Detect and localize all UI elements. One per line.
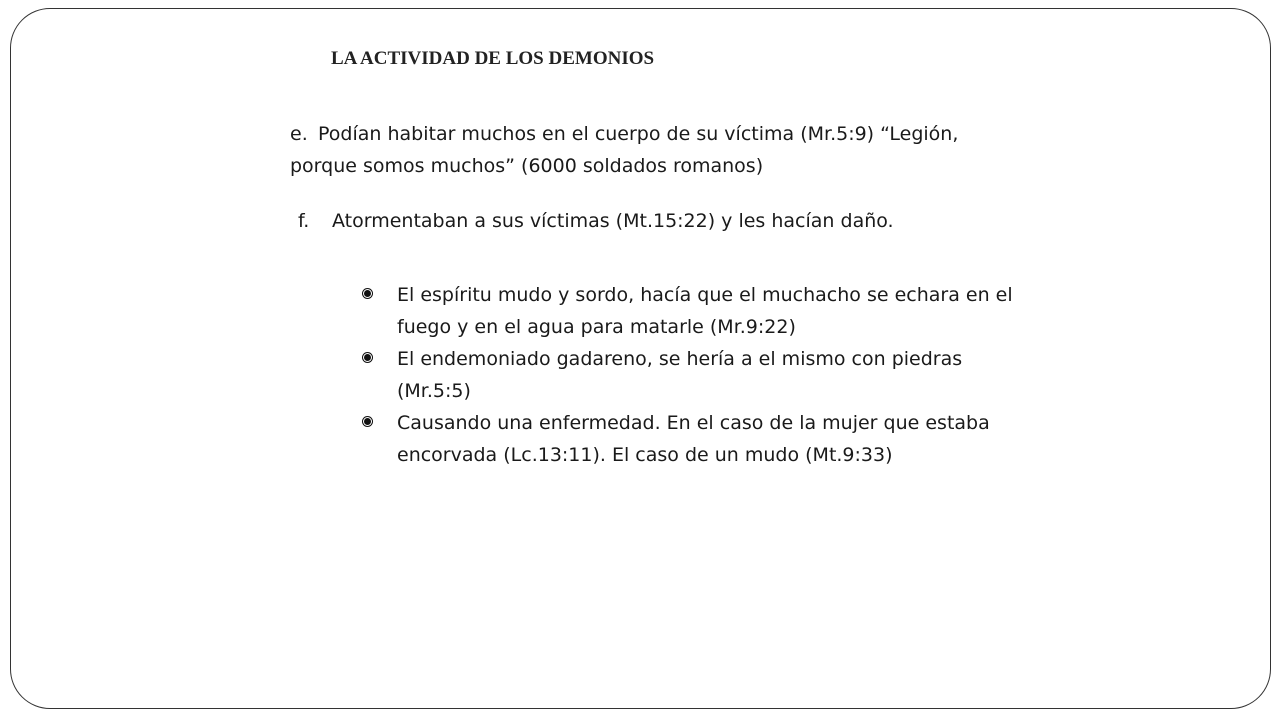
point-e-text: Podían habitar muchos en el cuerpo de su víctima (Mr.5:9) “Legión, porque somos muchos” (6000 soldados romanos) [290, 123, 959, 177]
bullet-text: Causando una enfermedad. En el caso de la mujer que estaba encorvada (Lc.13:11). El caso de un mudo (Mt.9:33) [397, 412, 990, 466]
bullet-icon [363, 289, 372, 298]
point-f-text: Atormentaban a sus víctimas (Mt.15:22) y les hacían daño. [332, 210, 894, 232]
bullet-icon [363, 417, 372, 426]
point-e [290, 118, 1010, 182]
point-e-marker: e. [290, 123, 308, 145]
list-item [360, 343, 1020, 407]
list-item [360, 407, 1020, 471]
slide-title: LA ACTIVIDAD DE LOS DEMONIOS [331, 48, 655, 69]
point-f-marker: f. [298, 210, 310, 232]
bullet-text: El espíritu mudo y sordo, hacía que el muchacho se echara en el fuego y en el agua para matarle (Mr.9:22) [397, 284, 1013, 338]
bullet-text: El endemoniado gadareno, se hería a el mismo con piedras (Mr.5:5) [397, 348, 963, 402]
bullet-icon [363, 353, 372, 362]
point-f [298, 205, 1018, 237]
list-item [360, 279, 1020, 343]
bullet-list [360, 279, 1020, 471]
